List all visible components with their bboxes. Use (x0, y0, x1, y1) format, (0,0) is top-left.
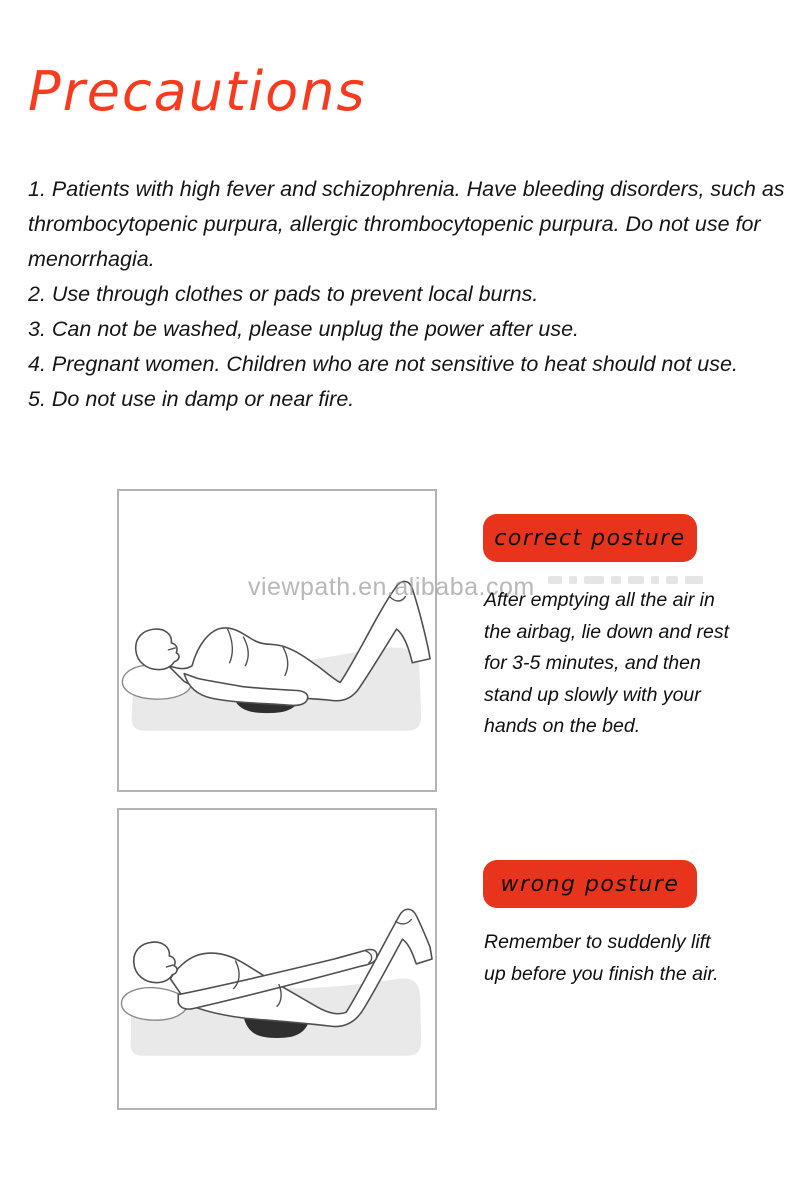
description-line: After emptying all the air in (484, 589, 715, 611)
faint-watermark-artifacts (548, 576, 703, 584)
person-lying-cushion-drawing (119, 491, 435, 790)
precaution-line: 3. Can not be washed, please unplug the power after use. (28, 317, 580, 341)
wrong-posture-badge: wrong posture (483, 860, 697, 908)
precaution-line: 5. Do not use in damp or near fire. (28, 387, 355, 411)
description-line: stand up slowly with your (484, 683, 701, 706)
correct-posture-badge: correct posture (483, 514, 697, 562)
correct-posture-description (484, 585, 734, 743)
description-line: Remember to suddenly lift (484, 931, 711, 953)
watermark-text: viewpath.en.alibaba.com (248, 573, 535, 601)
page-title: Precautions (28, 60, 367, 123)
precaution-line: 4. Pregnant women. Children who are not sensitive to heat should not use. (28, 352, 738, 376)
wrong-posture-description (484, 927, 734, 990)
description-line: the airbag, lie down and rest (484, 620, 729, 643)
description-line: for 3-5 minutes, and then (484, 652, 701, 674)
description-line: up before you finish the air. (484, 962, 719, 985)
description-line: hands on the bed. (484, 715, 641, 737)
precaution-line: menorrhagia. (28, 247, 155, 271)
precautions-list (28, 172, 785, 417)
wrong-posture-illustration (117, 808, 437, 1110)
precaution-line: thrombocytopenic purpura, allergic thrombocytopenic purpura. Do not use for (28, 212, 761, 236)
correct-posture-illustration (117, 489, 437, 792)
precaution-line: 2. Use through clothes or pads to prevent local burns. (28, 282, 539, 306)
precaution-line: 1. Patients with high fever and schizophrenia. Have bleeding disorders, such as (28, 177, 785, 201)
person-reaching-knees-drawing (119, 810, 435, 1108)
